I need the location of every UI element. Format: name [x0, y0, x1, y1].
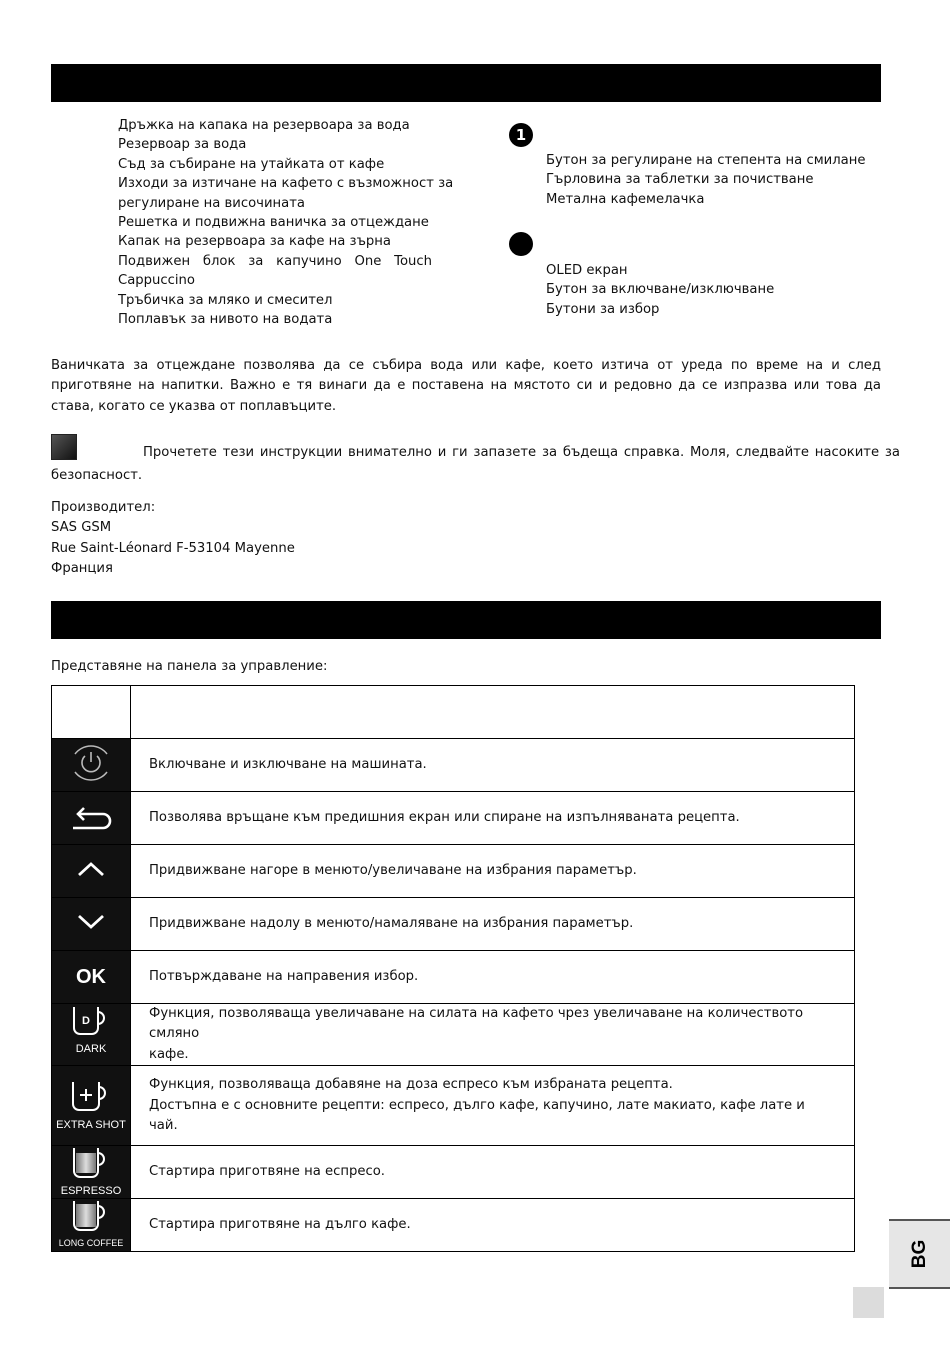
- drip-tray-paragraph: Ваничката за отцеждане позволява да се събира вода или кафе, което изтича от уреда по време на и след приготвяне на напитки. Важно е тя винаги да е поставена на мястото си и редовно да се изпразва или това да става, когато се указва от поплавъците.: [51, 358, 881, 414]
- list-item: Бутони за избор: [546, 301, 660, 317]
- row-description: Потвърждаване на направения избор.: [131, 951, 855, 1004]
- component-list-left: [118, 116, 454, 329]
- table-row: [52, 845, 855, 898]
- control-panel-table: [51, 685, 855, 1252]
- section-header-bar-2: [51, 601, 881, 639]
- list-item: Cappuccino: [118, 273, 195, 289]
- row-description: Придвижване нагоре в менюто/увеличаване на избрания параметър.: [131, 845, 855, 898]
- safety-note-line-1: Прочетете тези инструкции внимателно и ги запазете за бъдеща справка. Моля, следвайте насоките за: [143, 445, 900, 460]
- list-item: Решетка и подвижна ваничка за отцеждане: [118, 215, 429, 231]
- table-row: [52, 1004, 855, 1066]
- list-item: Тръбичка за мляко и смесител: [118, 292, 333, 308]
- list-item: Бутон за включване/изключване: [546, 282, 775, 298]
- page-number-box: [853, 1287, 884, 1318]
- table-row: [52, 951, 855, 1004]
- language-tab: [889, 1219, 950, 1289]
- row-description: Функция, позволяваща увеличаване на силата на кафето чрез увеличаване на количеството смляно кафе.: [131, 1004, 855, 1066]
- table-row: [52, 1146, 855, 1199]
- table-row: [52, 1199, 855, 1252]
- table-row: [52, 1066, 855, 1146]
- manufacturer-name: SAS GSM: [51, 520, 112, 536]
- espresso-cup-icon: ESPRESSO: [52, 1146, 131, 1199]
- chevron-up-icon: [52, 845, 131, 898]
- list-item: регулиране на височината: [118, 195, 305, 211]
- component-list-group-1: [546, 151, 865, 209]
- table-row: [52, 898, 855, 951]
- control-panel-intro: Представяне на панела за управление:: [51, 659, 328, 674]
- list-item: Бутон за регулиране на степента на смилане: [546, 153, 866, 168]
- manufacturer-address: Rue Saint-Léonard F-53104 Mayenne: [51, 540, 295, 556]
- ok-icon: OK: [52, 951, 131, 1004]
- back-arrow-icon: [52, 792, 131, 845]
- language-tab-label: BG: [908, 1239, 930, 1269]
- extra-shot-cup-icon: EXTRA SHOT: [52, 1066, 131, 1146]
- svg-text:D: D: [82, 1015, 90, 1027]
- group-marker-1: 1: [509, 123, 533, 147]
- list-item: Метална кафемелачка: [546, 191, 705, 207]
- table-header-row: [52, 686, 855, 739]
- manufacturer-label: Производител:: [51, 500, 156, 515]
- power-icon: [52, 739, 131, 792]
- table-row: [52, 739, 855, 792]
- list-item: Капак на резервоара за кафе на зърна: [118, 234, 391, 250]
- long-coffee-cup-icon: LONG COFFEE: [52, 1199, 131, 1252]
- chevron-down-icon: [52, 898, 131, 951]
- list-item: OLED екран: [546, 263, 628, 278]
- list-item: Гърловина за таблетки за почистване: [546, 172, 814, 188]
- dark-cup-icon: D DARK: [52, 1004, 131, 1066]
- group-marker-2: [509, 232, 533, 256]
- manufacturer-block: [51, 498, 295, 580]
- manufacturer-country: Франция: [51, 561, 113, 577]
- row-description: Стартира приготвяне на дълго кафе.: [131, 1199, 855, 1252]
- list-item: Съд за събиране на утайката от кафе: [118, 156, 385, 172]
- row-description: Придвижване надолу в менюто/намаляване на избрания параметър.: [131, 898, 855, 951]
- list-item: Дръжка на капака на резервоара за вода: [118, 118, 410, 133]
- warning-square-icon: [51, 434, 77, 460]
- list-item: Подвижен блок за капучино One Touch: [118, 253, 432, 269]
- safety-note-line-2: безопасност.: [51, 468, 143, 483]
- table-header-cell: [52, 686, 131, 739]
- list-item: Поплавък за нивото на водата: [118, 312, 333, 328]
- section-header-bar-1: [51, 64, 881, 102]
- table-row: [52, 792, 855, 845]
- row-description: Включване и изключване на машината.: [131, 739, 855, 792]
- table-header-cell: [131, 686, 855, 739]
- row-description: Позволява връщане към предишния екран или спиране на изпълняваната рецепта.: [131, 792, 855, 845]
- row-description: Функция, позволяваща добавяне на доза еспресо към избраната рецепта. Достъпна е с основните рецепти: еспресо, дълго кафе, капучино, лате макиато, кафе лате и чай.: [131, 1066, 855, 1146]
- row-description: Стартира приготвяне на еспресо.: [131, 1146, 855, 1199]
- list-item: Изходи за изтичане на кафето с възможност за: [118, 176, 454, 192]
- component-list-group-2: [546, 261, 774, 319]
- list-item: Резервоар за вода: [118, 137, 247, 153]
